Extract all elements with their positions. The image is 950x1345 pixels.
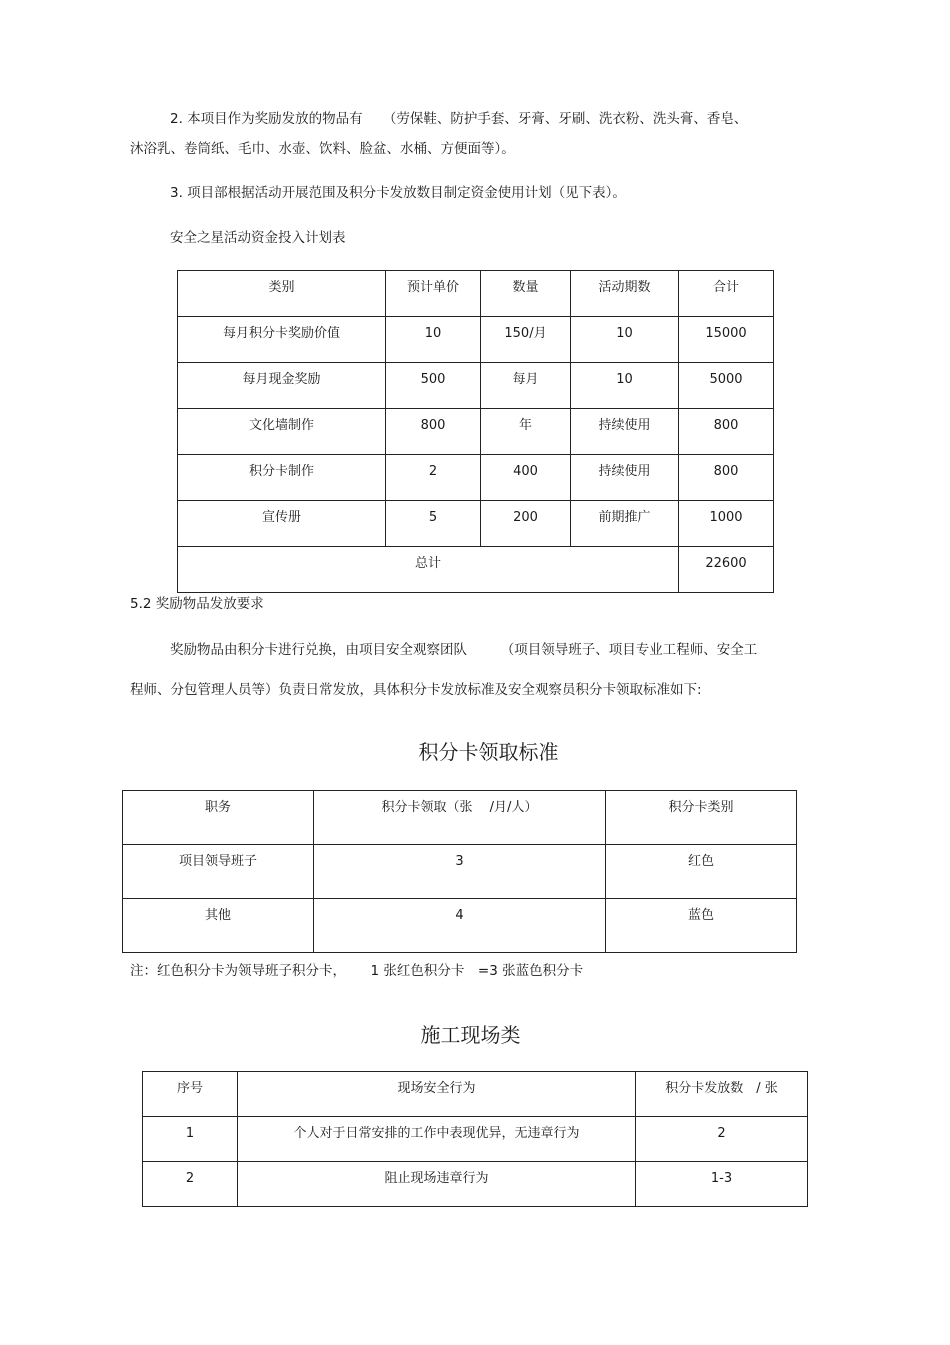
table-cell: 2 <box>386 455 481 501</box>
header-cell: 类别 <box>178 271 386 317</box>
paragraph-2-line-2: 沐浴乳、卷筒纸、毛巾、水壶、饮料、脸盆、水桶、方便面等）。 <box>130 141 515 157</box>
table-cell: 积分卡制作 <box>178 455 386 501</box>
table-row <box>178 363 774 409</box>
paragraph-4-line-2: 程师、分包管理人员等）负责日常发放，具体积分卡发放标准及安全观察员积分卡领取标准如下: <box>130 682 702 698</box>
table-cell: 每月 <box>481 363 571 409</box>
header-cell: 序号 <box>143 1072 238 1117</box>
table-cell: 10 <box>571 363 679 409</box>
table-cell: 1000 <box>679 501 774 547</box>
table-cell: 年 <box>481 409 571 455</box>
table-cell: 前期推广 <box>571 501 679 547</box>
note-text: 注：红色积分卡为领导班子积分卡， 1 张红色积分卡 =3 张蓝色积分卡 <box>130 963 584 979</box>
table-row <box>143 1117 808 1162</box>
table-cell: 800 <box>679 409 774 455</box>
table1-caption: 安全之星活动资金投入计划表 <box>170 230 346 246</box>
table-cell: 每月积分卡奖励价值 <box>178 317 386 363</box>
header-cell: 活动期数 <box>571 271 679 317</box>
header-cell: 积分卡类别 <box>606 791 797 845</box>
total-value: 22600 <box>679 547 774 593</box>
table-cell: 10 <box>571 317 679 363</box>
table-header-row <box>143 1072 808 1117</box>
table-cell: 500 <box>386 363 481 409</box>
table-cell: 其他 <box>123 899 314 953</box>
table-cell: 持续使用 <box>571 455 679 501</box>
table-cell: 400 <box>481 455 571 501</box>
heading-site-category: 施工现场类 <box>420 1023 521 1047</box>
table-cell: 每月现金奖励 <box>178 363 386 409</box>
table-cell: 2 <box>636 1117 808 1162</box>
table-row <box>123 845 797 899</box>
table-header-row <box>178 271 774 317</box>
header-cell: 积分卡发放数 / 张 <box>636 1072 808 1117</box>
table-cell: 2 <box>143 1162 238 1207</box>
funding-plan-table <box>177 270 774 593</box>
table-row <box>123 899 797 953</box>
table-total-row <box>178 547 774 593</box>
total-label: 总计 <box>178 547 679 593</box>
header-cell: 数量 <box>481 271 571 317</box>
table-row <box>178 317 774 363</box>
table-cell: 文化墙制作 <box>178 409 386 455</box>
table-cell: 200 <box>481 501 571 547</box>
table-row <box>143 1162 808 1207</box>
table-cell: 4 <box>314 899 606 953</box>
paragraph-4-line-1: 奖励物品由积分卡进行兑换，由项目安全观察团队 （项目领导班子、项目专业工程师、安全工 <box>170 642 758 658</box>
table-cell: 1 <box>143 1117 238 1162</box>
table-cell: 5000 <box>679 363 774 409</box>
table-cell: 800 <box>679 455 774 501</box>
heading-card-standard: 积分卡领取标准 <box>418 740 559 764</box>
paragraph-3: 3. 项目部根据活动开展范围及积分卡发放数目制定资金使用计划（见下表）。 <box>170 185 626 201</box>
table-cell: 持续使用 <box>571 409 679 455</box>
header-cell: 预计单价 <box>386 271 481 317</box>
table-cell: 个人对于日常安排的工作中表现优异，无违章行为 <box>238 1117 636 1162</box>
site-behavior-table <box>142 1071 808 1207</box>
paragraph-2-line-1: 2. 本项目作为奖励发放的物品有 （劳保鞋、防护手套、牙膏、牙刷、洗衣粉、洗头膏、香皂、 <box>170 111 748 127</box>
table-header-row <box>123 791 797 845</box>
table-cell: 800 <box>386 409 481 455</box>
table-cell: 5 <box>386 501 481 547</box>
table-cell: 蓝色 <box>606 899 797 953</box>
table-cell: 宣传册 <box>178 501 386 547</box>
table-cell: 15000 <box>679 317 774 363</box>
header-cell: 合计 <box>679 271 774 317</box>
table-cell: 项目领导班子 <box>123 845 314 899</box>
table-cell: 红色 <box>606 845 797 899</box>
card-standard-table <box>122 790 797 953</box>
table-row <box>178 455 774 501</box>
table-row <box>178 501 774 547</box>
header-cell: 现场安全行为 <box>238 1072 636 1117</box>
table-cell: 3 <box>314 845 606 899</box>
table-cell: 阻止现场违章行为 <box>238 1162 636 1207</box>
table-row <box>178 409 774 455</box>
table-cell: 10 <box>386 317 481 363</box>
table-cell: 150/月 <box>481 317 571 363</box>
header-cell: 职务 <box>123 791 314 845</box>
header-cell: 积分卡领取（张 /月/人） <box>314 791 606 845</box>
section-heading: 5.2 奖励物品发放要求 <box>130 596 264 612</box>
table-cell: 1-3 <box>636 1162 808 1207</box>
